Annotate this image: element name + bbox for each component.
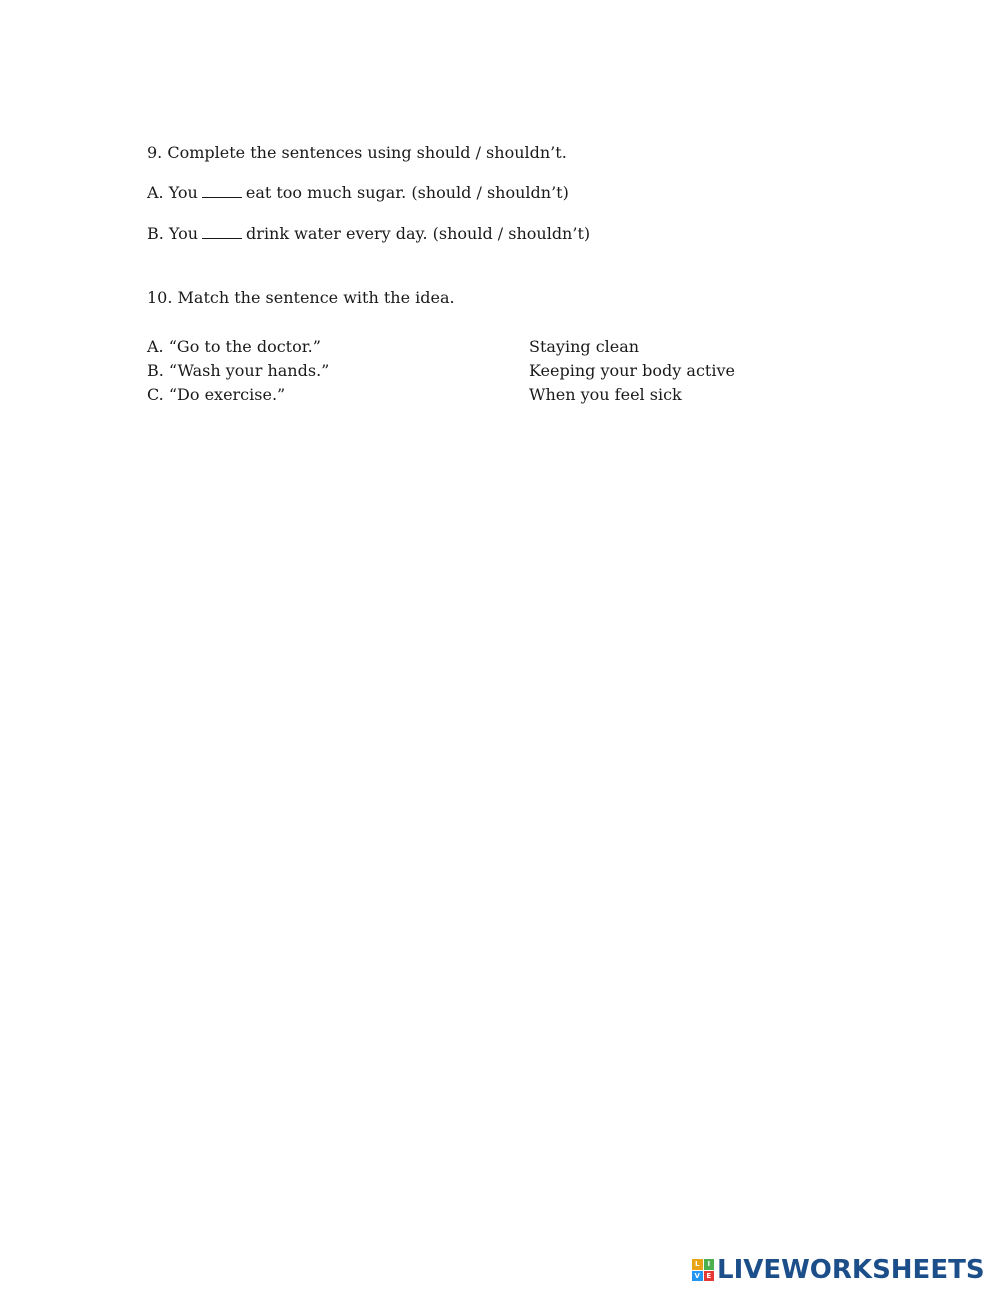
- logo-mark-icon: [692, 1259, 714, 1281]
- logo-mark-cell: L: [692, 1259, 703, 1270]
- logo-mark-cell: V: [692, 1271, 703, 1282]
- answer-blank[interactable]: [202, 183, 242, 198]
- logo-text: LIVEWORKSHEETS: [717, 1255, 985, 1285]
- match-right-item[interactable]: When you feel sick: [529, 385, 682, 404]
- logo-mark-cell: E: [704, 1271, 715, 1282]
- match-right-item[interactable]: Staying clean: [529, 337, 640, 356]
- liveworksheets-logo: [692, 1256, 985, 1284]
- match-left-item[interactable]: B. “Wash your hands.”: [147, 361, 330, 380]
- question-9-item-a: [147, 183, 569, 203]
- match-right-item[interactable]: Keeping your body active: [529, 361, 735, 380]
- match-left-item[interactable]: A. “Go to the doctor.”: [147, 337, 321, 356]
- item-prefix: A. You: [147, 183, 198, 202]
- answer-blank[interactable]: [202, 224, 242, 239]
- item-prefix: B. You: [147, 224, 199, 243]
- item-suffix: eat too much sugar. (should / shouldn’t): [245, 183, 569, 202]
- question-9-heading: 9. Complete the sentences using should / shouldn’t.: [147, 143, 567, 162]
- question-10-heading: 10. Match the sentence with the idea.: [147, 288, 455, 307]
- question-9-item-b: [147, 224, 590, 244]
- item-suffix: drink water every day. (should / shouldn’t): [246, 224, 591, 243]
- logo-mark-cell: I: [704, 1259, 715, 1270]
- match-left-item[interactable]: C. “Do exercise.”: [147, 385, 286, 404]
